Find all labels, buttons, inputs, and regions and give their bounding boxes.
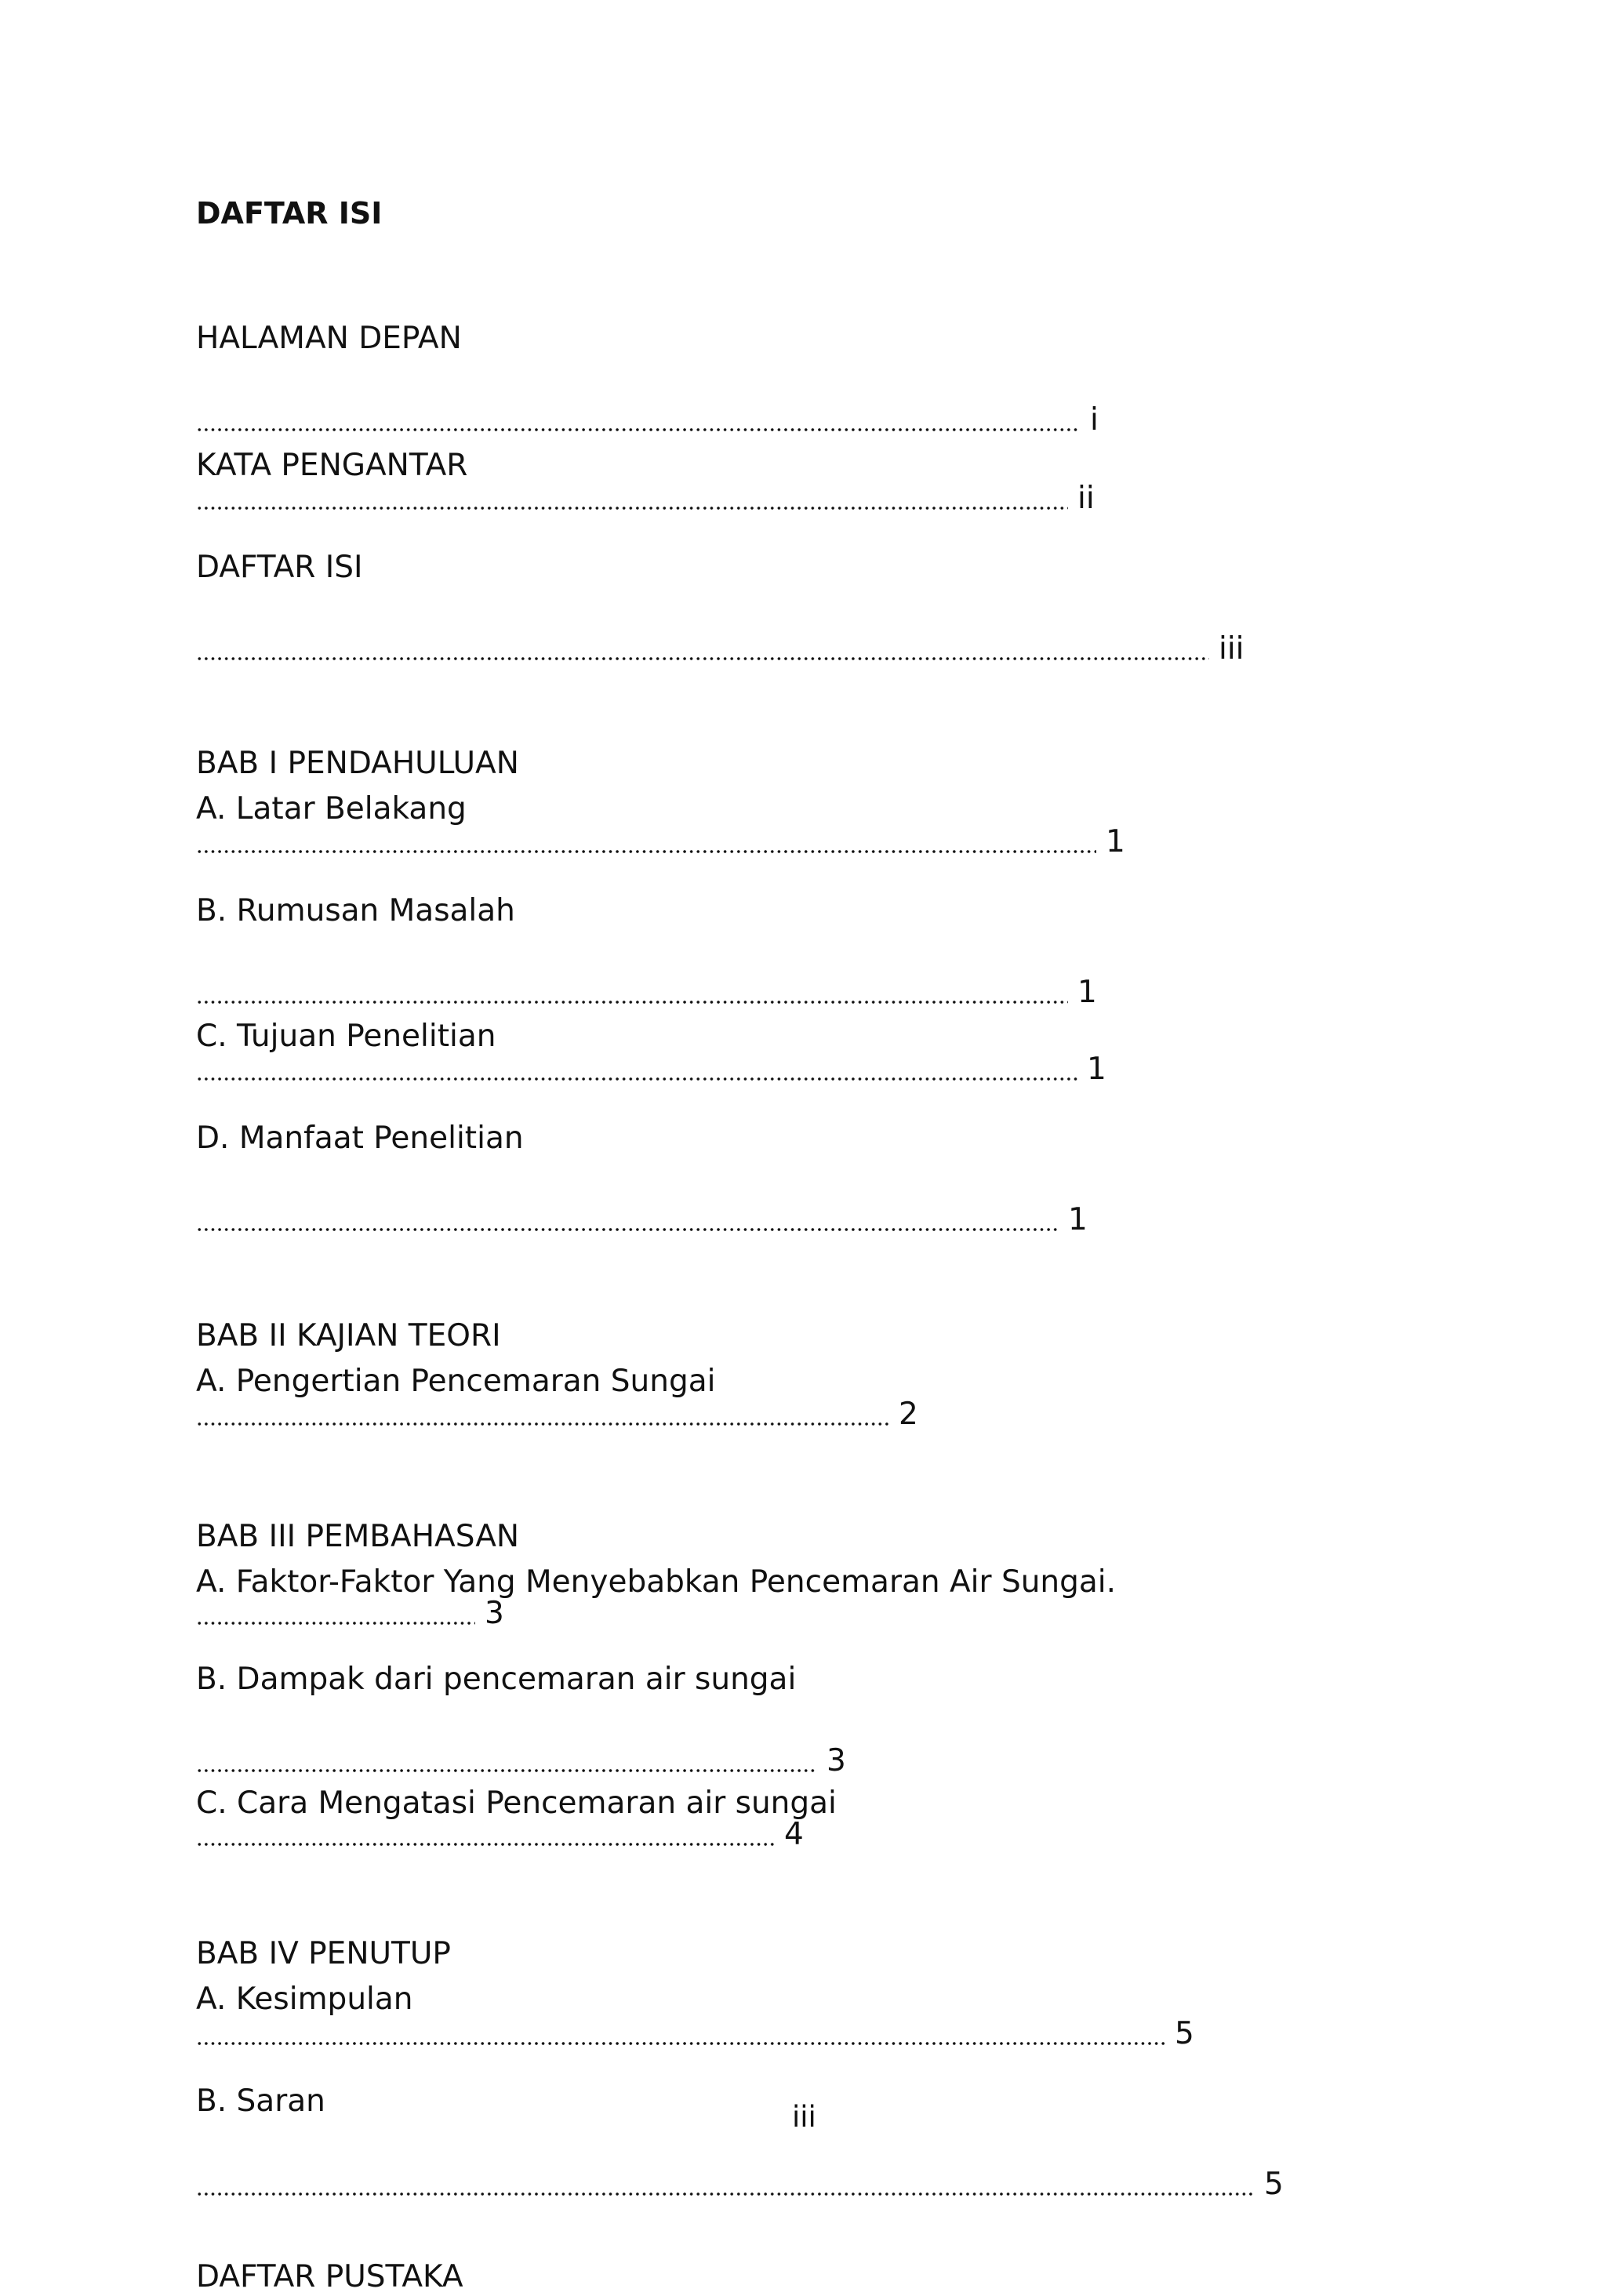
toc-page-number: 1 — [1068, 1202, 1088, 1237]
dot-leader — [196, 657, 1209, 660]
toc-entry-label: A. Latar Belakang — [196, 791, 467, 826]
toc-entry-label: HALAMAN DEPAN — [196, 321, 462, 356]
toc-page-number: 3 — [827, 1743, 846, 1778]
toc-leader-line — [196, 1742, 846, 1780]
page-footer-number: iii — [792, 2100, 816, 2134]
dot-leader — [196, 1077, 1077, 1081]
toc-entry-label: A. Faktor-Faktor Yang Menyebabkan Pencemaran Air Sungai. — [196, 1564, 1117, 1600]
toc-page-number: i — [1090, 402, 1099, 438]
chapter-heading: BAB I PENDAHULUAN — [196, 746, 519, 781]
toc-leader-line — [196, 2166, 1284, 2203]
toc-entry-label: D. Manfaat Penelitian — [196, 1121, 524, 1156]
toc-leader-line — [196, 1816, 804, 1854]
dot-leader — [196, 1622, 475, 1625]
toc-page-number: 5 — [1264, 2167, 1284, 2202]
toc-entry-label: DAFTAR PUSTAKA — [196, 2259, 463, 2294]
chapter-heading: BAB II KAJIAN TEORI — [196, 1318, 501, 1353]
toc-page-number: 3 — [485, 1596, 504, 1631]
toc-entry-label: KATA PENGANTAR — [196, 448, 468, 483]
dot-leader — [196, 2192, 1255, 2196]
toc-page-number: 1 — [1106, 824, 1125, 859]
dot-leader — [196, 1228, 1059, 1231]
chapter-heading: BAB III PEMBAHASAN — [196, 1519, 520, 1554]
toc-leader-line — [196, 1396, 918, 1433]
toc-entry-label: C. Cara Mengatasi Pencemaran air sungai — [196, 1786, 837, 1821]
toc-entry-label: B. Dampak dari pencemaran air sungai — [196, 1662, 797, 1697]
toc-entry-label: A. Pengertian Pencemaran Sungai — [196, 1364, 716, 1399]
dot-leader — [196, 1001, 1068, 1004]
dot-leader — [196, 1843, 775, 1846]
toc-page-number: 1 — [1087, 1052, 1106, 1087]
dot-leader — [196, 507, 1068, 510]
dot-leader — [196, 428, 1081, 431]
chapter-heading: BAB IV PENUTUP — [196, 1936, 451, 1971]
toc-entry-label: B. Rumusan Masalah — [196, 893, 515, 928]
toc-leader-line — [196, 1201, 1088, 1239]
toc-leader-line — [196, 823, 1125, 861]
toc-leader-line — [196, 974, 1097, 1012]
toc-entry-label: C. Tujuan Penelitian — [196, 1019, 496, 1054]
page-title: DAFTAR ISI — [196, 196, 383, 231]
toc-leader-line — [196, 1051, 1106, 1088]
toc-entry-label: DAFTAR ISI — [196, 550, 363, 585]
toc-page-number: 1 — [1077, 975, 1097, 1010]
toc-entry-label: B. Saran — [196, 2083, 325, 2119]
toc-leader-line — [196, 480, 1095, 518]
toc-page-number: 4 — [784, 1817, 804, 1852]
toc-page-number: iii — [1219, 631, 1244, 667]
toc-leader-line — [196, 630, 1244, 668]
toc-page-number: ii — [1077, 481, 1095, 516]
toc-leader-line — [196, 1595, 504, 1633]
dot-leader — [196, 2042, 1165, 2045]
dot-leader — [196, 1769, 817, 1772]
toc-entry-label: A. Kesimpulan — [196, 1982, 413, 2017]
toc-leader-line — [196, 2015, 1194, 2053]
toc-page-number: 2 — [899, 1397, 918, 1432]
toc-page-number: 5 — [1175, 2016, 1194, 2051]
dot-leader — [196, 1422, 889, 1426]
toc-leader-line — [196, 401, 1099, 439]
dot-leader — [196, 850, 1096, 853]
